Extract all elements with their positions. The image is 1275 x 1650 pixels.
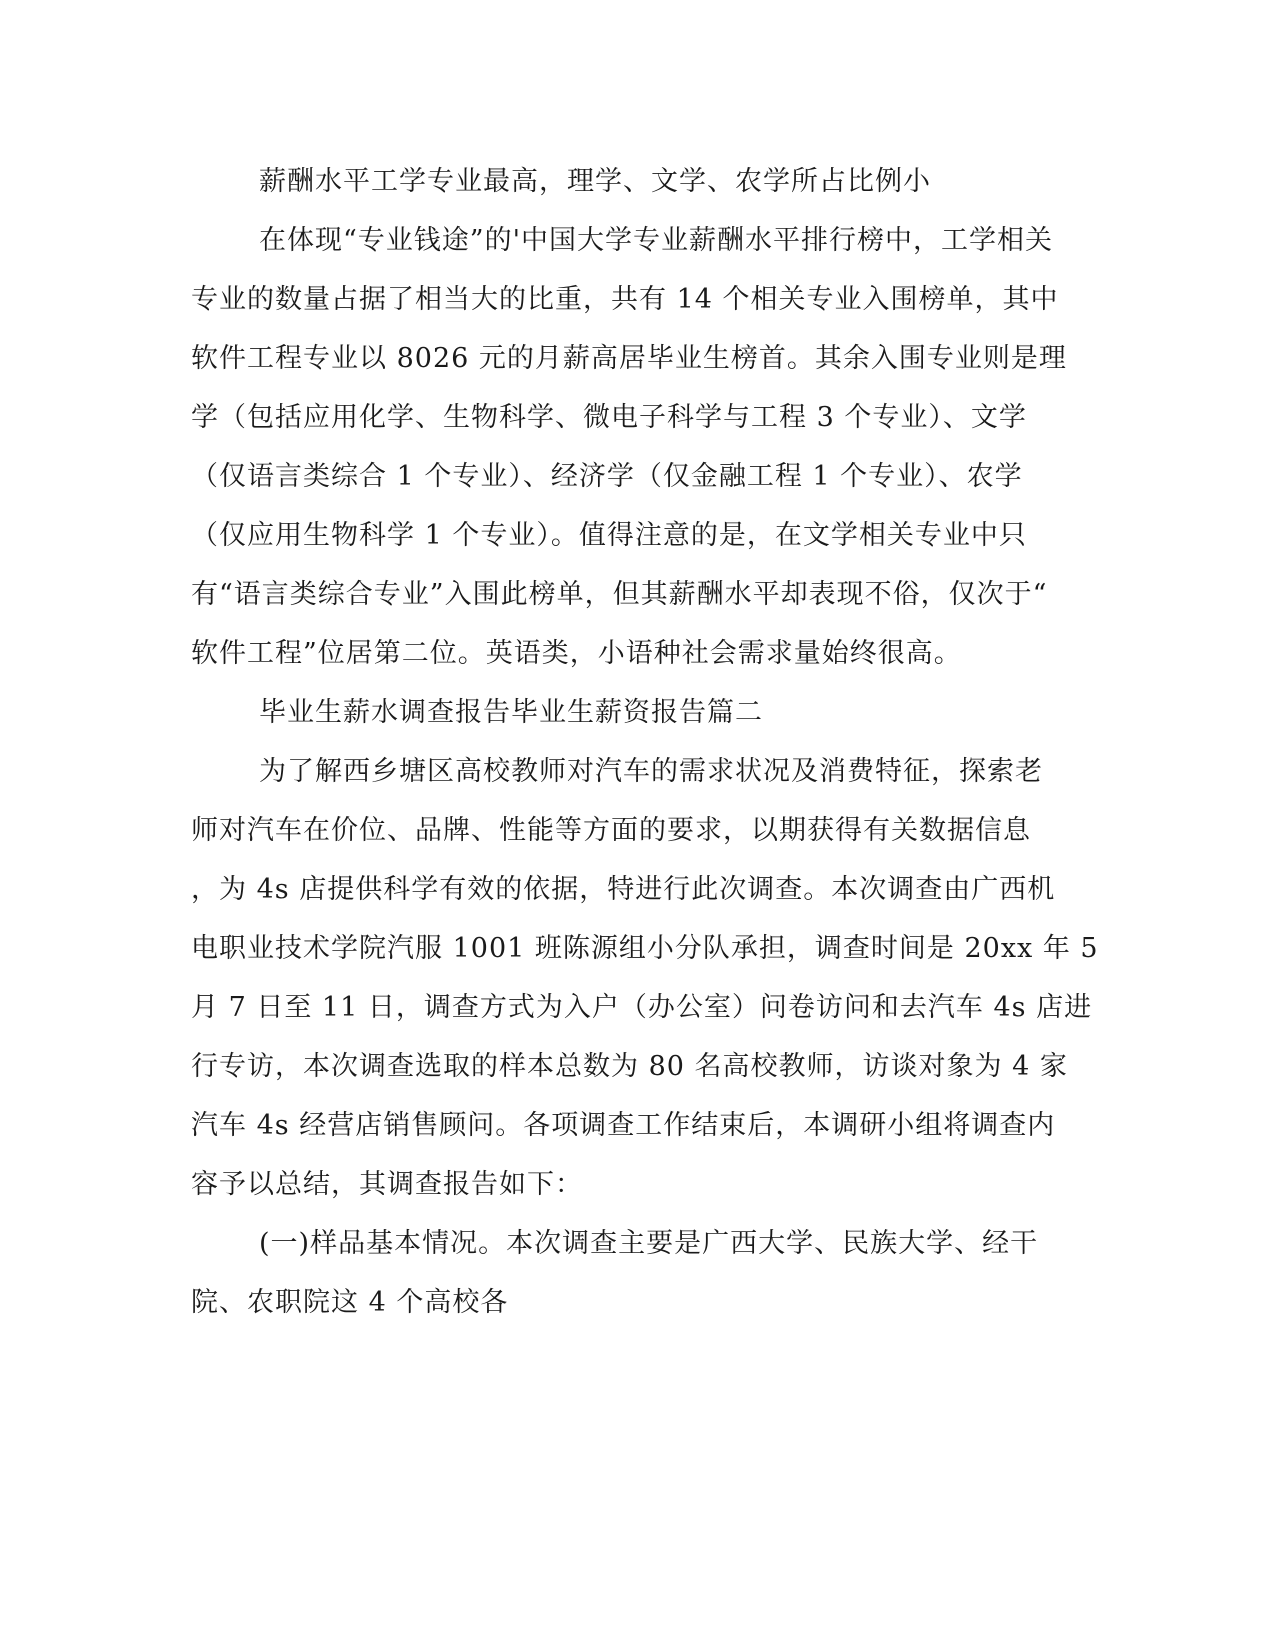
paragraph-line: 在体现“专业钱途”的'中国大学专业薪酬水平排行榜中，工学相关 <box>259 225 1054 256</box>
paragraph-line: 软件工程”位居第二位。英语类，小语种社会需求量始终很高。 <box>191 638 962 669</box>
paragraph-line: 专业的数量占据了相当大的比重，共有 14 个相关专业入围榜单，其中 <box>191 284 1059 315</box>
paragraph-line: (一)样品基本情况。本次调查主要是广西大学、民族大学、经干 <box>259 1228 1039 1259</box>
paragraph-line: （仅语言类综合 1 个专业）、经济学（仅金融工程 1 个专业）、农学 <box>191 461 1023 492</box>
paragraph-line: 师对汽车在价位、品牌、性能等方面的要求，以期获得有关数据信息 <box>191 815 1031 846</box>
paragraph-line: （仅应用生物科学 1 个专业）。值得注意的是，在文学相关专业中只 <box>191 520 1027 551</box>
paragraph-line: 院、农职院这 4 个高校各 <box>191 1287 509 1318</box>
paragraph-line: 软件工程专业以 8026 元的月薪高居毕业生榜首。其余入围专业则是理 <box>191 343 1067 374</box>
paragraph-line: 容予以总结，其调查报告如下： <box>191 1169 583 1200</box>
paragraph-line: 行专访，本次调查选取的样本总数为 80 名高校教师，访谈对象为 4 家 <box>191 1051 1068 1082</box>
paragraph-line: 电职业技术学院汽服 1001 班陈源组小分队承担，调查时间是 20xx 年 5 <box>191 933 1099 964</box>
section-heading: 薪酬水平工学专业最高，理学、文学、农学所占比例小 <box>259 166 931 197</box>
paragraph-line: ，为 4s 店提供科学有效的依据，特进行此次调查。本次调查由广西机 <box>191 874 1056 905</box>
paragraph-line: 汽车 4s 经营店销售顾问。各项调查工作结束后，本调研小组将调查内 <box>191 1110 1056 1141</box>
paragraph-line: 学（包括应用化学、生物科学、微电子科学与工程 3 个专业）、文学 <box>191 402 1027 433</box>
paragraph-line: 有“语言类综合专业”入围此榜单，但其薪酬水平却表现不俗，仅次于“ <box>191 579 1048 610</box>
paragraph-line: 月 7 日至 11 日，调查方式为入户（办公室）问卷访问和去汽车 4s 店进 <box>191 992 1093 1023</box>
section-heading: 毕业生薪水调查报告毕业生薪资报告篇二 <box>259 697 763 728</box>
paragraph-line: 为了解西乡塘区高校教师对汽车的需求状况及消费特征，探索老 <box>259 756 1043 787</box>
